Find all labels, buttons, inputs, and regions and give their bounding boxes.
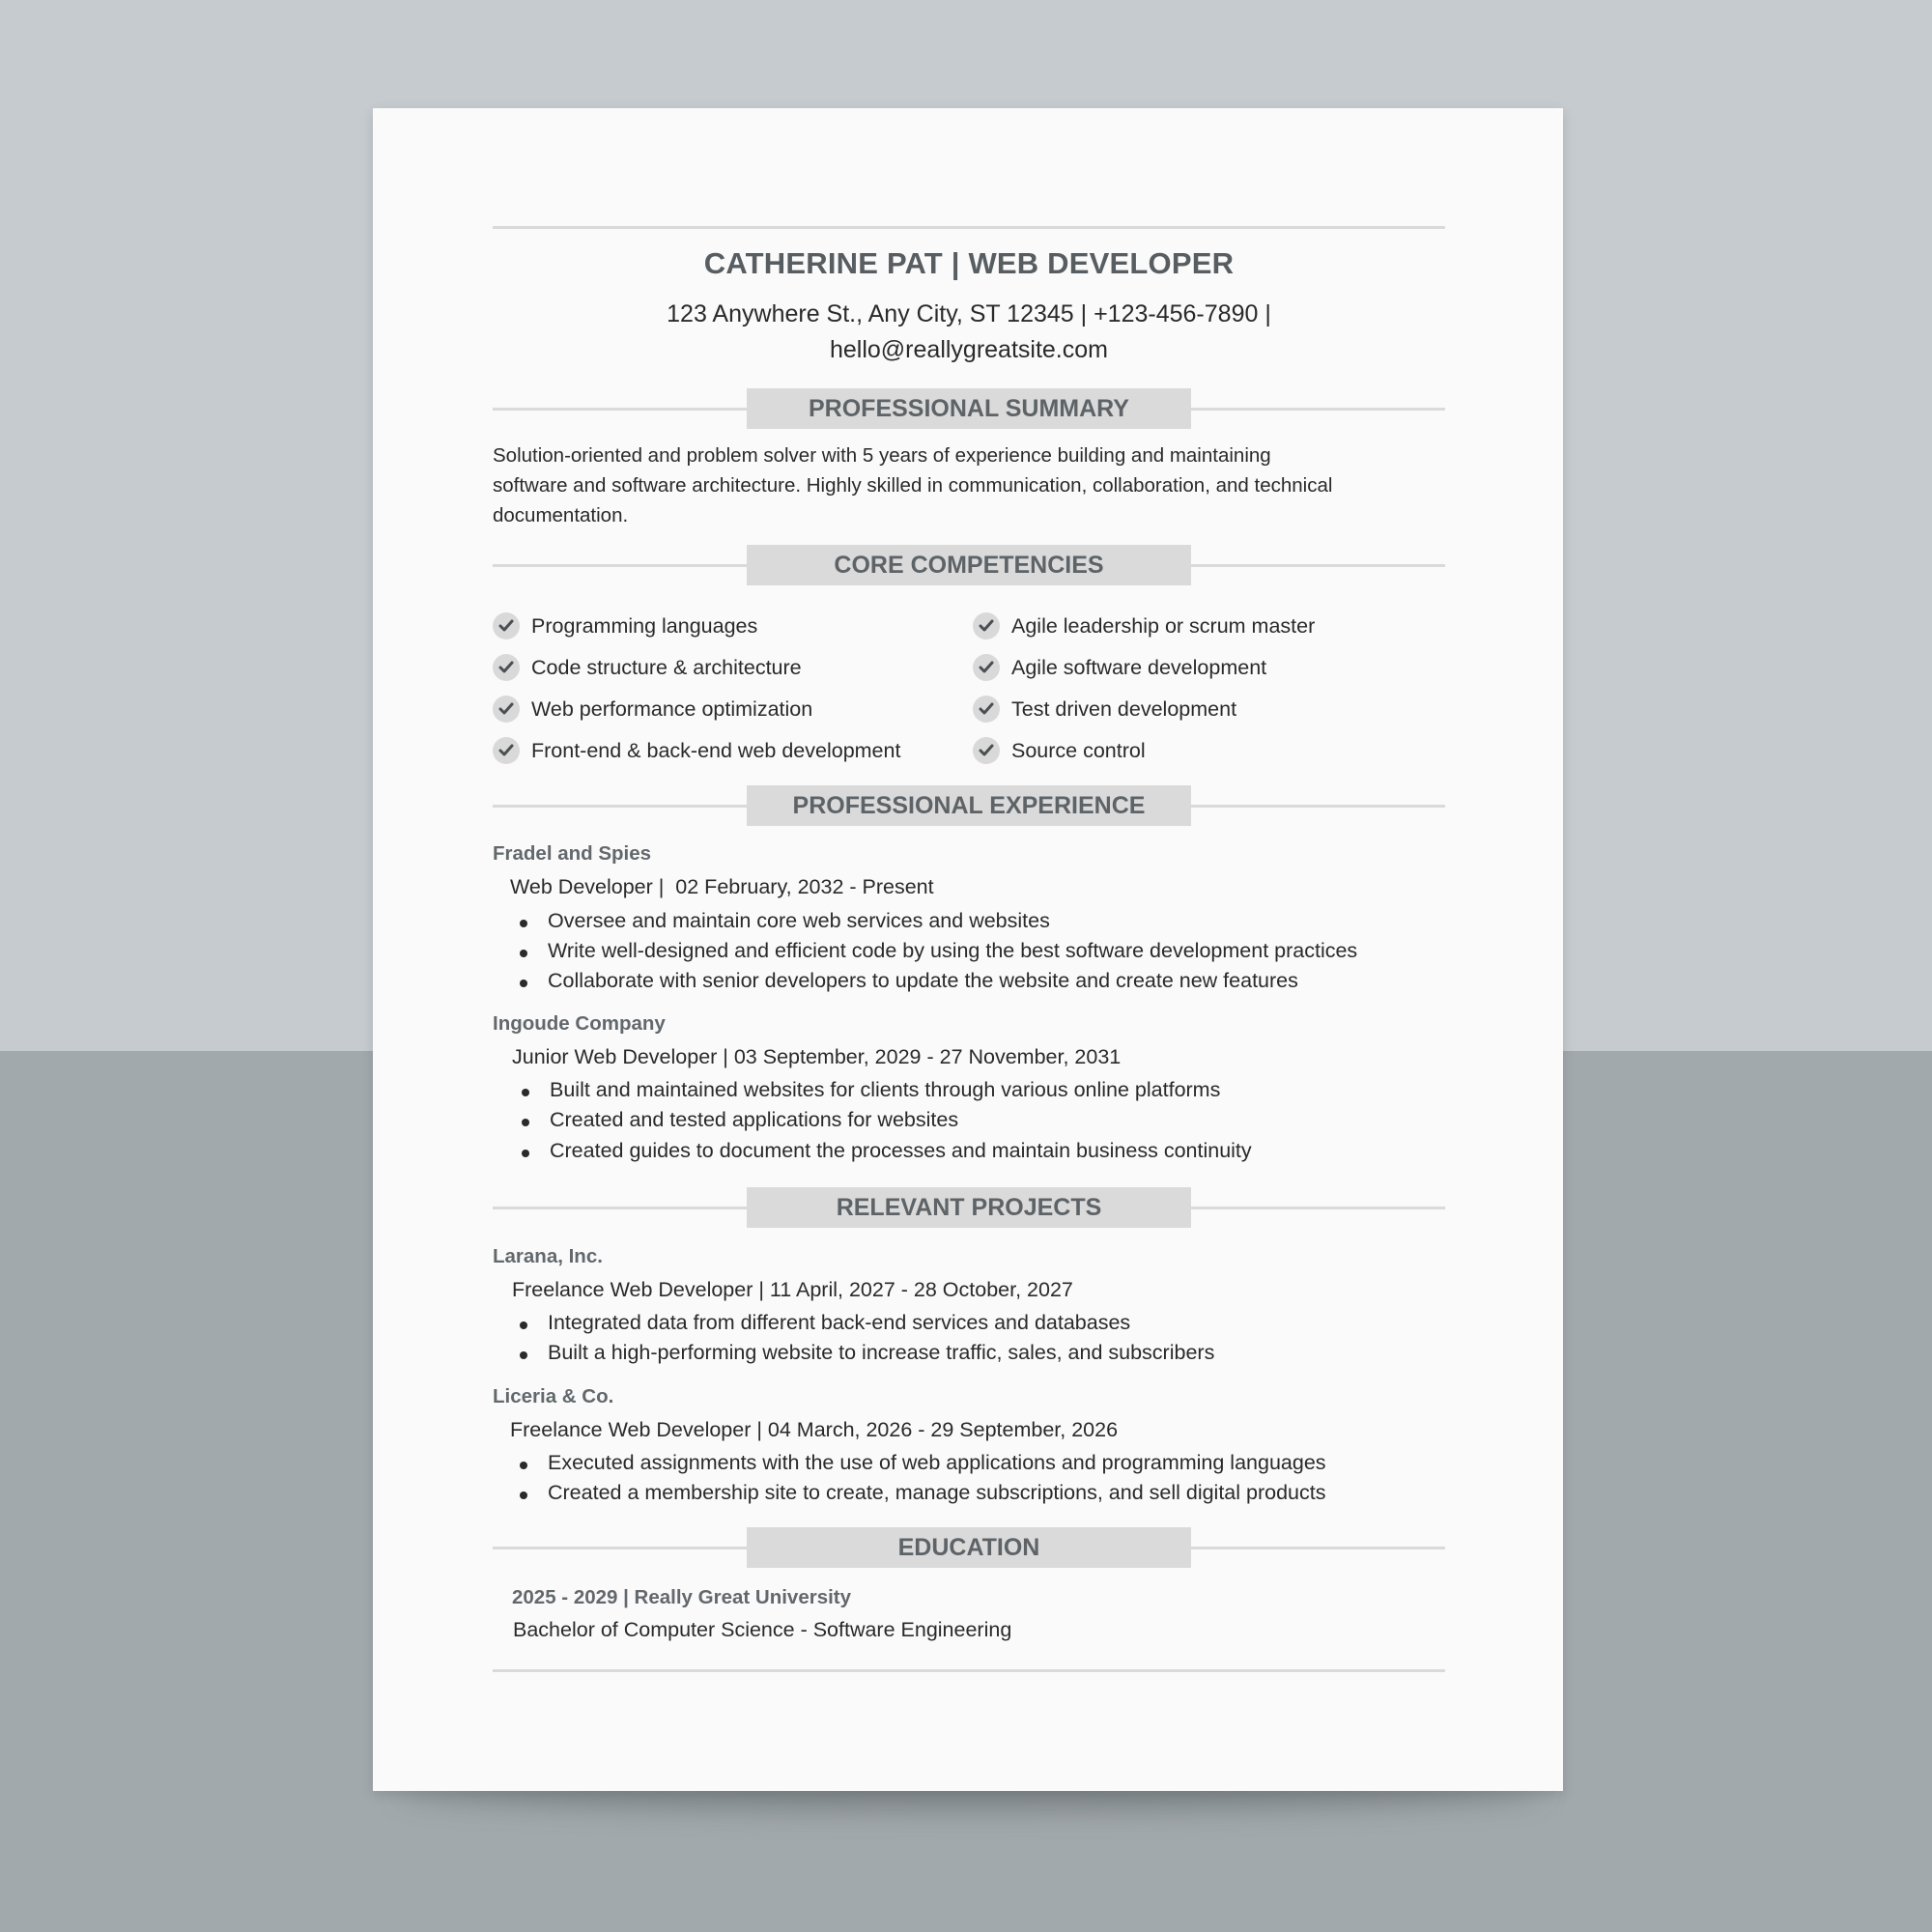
section-header-experience — [493, 785, 1445, 826]
check-icon — [973, 612, 1000, 639]
company-name: Liceria & Co. — [493, 1385, 614, 1407]
check-icon — [493, 654, 520, 681]
bullet-dot — [522, 1119, 529, 1126]
summary-line: Solution-oriented and problem solver with 5 years of experience building and maintaining — [493, 444, 1271, 467]
competency-label: Agile leadership or scrum master — [1011, 614, 1316, 638]
bullet-dot — [522, 1150, 529, 1157]
bullet-text: Executed assignments with the use of web applications and programming languages — [548, 1451, 1326, 1474]
section-header-competencies — [493, 545, 1445, 585]
section-title: PROFESSIONAL SUMMARY — [747, 388, 1191, 429]
section-header-projects — [493, 1187, 1445, 1228]
section-title: RELEVANT PROJECTS — [747, 1187, 1191, 1228]
summary-line: documentation. — [493, 504, 629, 526]
bullet-dot — [520, 920, 527, 927]
bullet-text: Built and maintained websites for clients through various online platforms — [550, 1078, 1221, 1101]
competency-label: Programming languages — [531, 614, 758, 638]
job-role-dates: Freelance Web Developer | 04 March, 2026 - 29 September, 2026 — [510, 1418, 1119, 1441]
summary-text — [493, 440, 1445, 530]
bullet-text: Integrated data from different back-end services and databases — [548, 1311, 1131, 1334]
bullet-dot — [520, 1321, 527, 1329]
bullet-dot — [522, 1089, 529, 1096]
bullet-text: Created and tested applications for websites — [550, 1108, 959, 1131]
summary-line: software and software architecture. Highly skilled in communication, collaboration, and technical — [493, 474, 1333, 497]
top-divider — [493, 226, 1445, 229]
bullet-text: Collaborate with senior developers to update the website and create new features — [548, 969, 1298, 992]
job-role-dates: Web Developer | 02 February, 2032 - Present — [510, 875, 934, 898]
bullet-dot — [520, 980, 527, 987]
bullet-dot — [520, 1462, 527, 1469]
section-header-summary — [493, 388, 1445, 429]
check-icon — [973, 737, 1000, 764]
bullet-text: Oversee and maintain core web services and websites — [548, 909, 1050, 932]
check-icon — [973, 654, 1000, 681]
bullet-text: Write well-designed and efficient code by using the best software development practices — [548, 939, 1358, 962]
bullet-text: Created a membership site to create, manage subscriptions, and sell digital products — [548, 1481, 1326, 1504]
education-years-school: 2025 - 2029 | Really Great University — [512, 1586, 852, 1608]
check-icon — [493, 737, 520, 764]
section-title: CORE COMPETENCIES — [747, 545, 1191, 585]
bullet-dot — [520, 1492, 527, 1499]
contact-email: hello@reallygreatsite.com — [829, 336, 1108, 363]
bullet-text: Created guides to document the processes and maintain business continuity — [550, 1139, 1252, 1162]
company-name: Fradel and Spies — [493, 842, 652, 865]
competency-label: Agile software development — [1011, 656, 1267, 679]
bullet-text: Built a high-performing website to increase traffic, sales, and subscribers — [548, 1341, 1215, 1364]
section-title: EDUCATION — [747, 1527, 1191, 1568]
resume-page — [373, 108, 1563, 1791]
check-icon — [493, 612, 520, 639]
competency-label: Code structure & architecture — [531, 656, 802, 679]
job-role-dates: Junior Web Developer | 03 September, 2029 - 27 November, 2031 — [512, 1045, 1122, 1068]
bottom-divider — [493, 1669, 1445, 1672]
company-name: Ingoude Company — [493, 1012, 666, 1035]
bullet-dot — [520, 950, 527, 957]
company-name: Larana, Inc. — [493, 1245, 603, 1267]
competency-label: Source control — [1011, 739, 1146, 762]
check-icon — [493, 696, 520, 723]
competency-label: Test driven development — [1011, 697, 1237, 721]
resume-name-title: CATHERINE PAT | WEB DEVELOPER — [703, 246, 1235, 280]
section-header-education — [493, 1527, 1445, 1568]
section-title: PROFESSIONAL EXPERIENCE — [747, 785, 1191, 826]
contact-address-phone: 123 Anywhere St., Any City, ST 12345 | +123-456-7890 | — [667, 300, 1271, 327]
bullet-dot — [520, 1351, 527, 1359]
education-degree: Bachelor of Computer Science - Software Engineering — [513, 1618, 1012, 1641]
job-role-dates: Freelance Web Developer | 11 April, 2027 - 28 October, 2027 — [512, 1278, 1073, 1301]
competency-label: Web performance optimization — [531, 697, 813, 721]
competency-label: Front-end & back-end web development — [531, 739, 901, 762]
check-icon — [973, 696, 1000, 723]
